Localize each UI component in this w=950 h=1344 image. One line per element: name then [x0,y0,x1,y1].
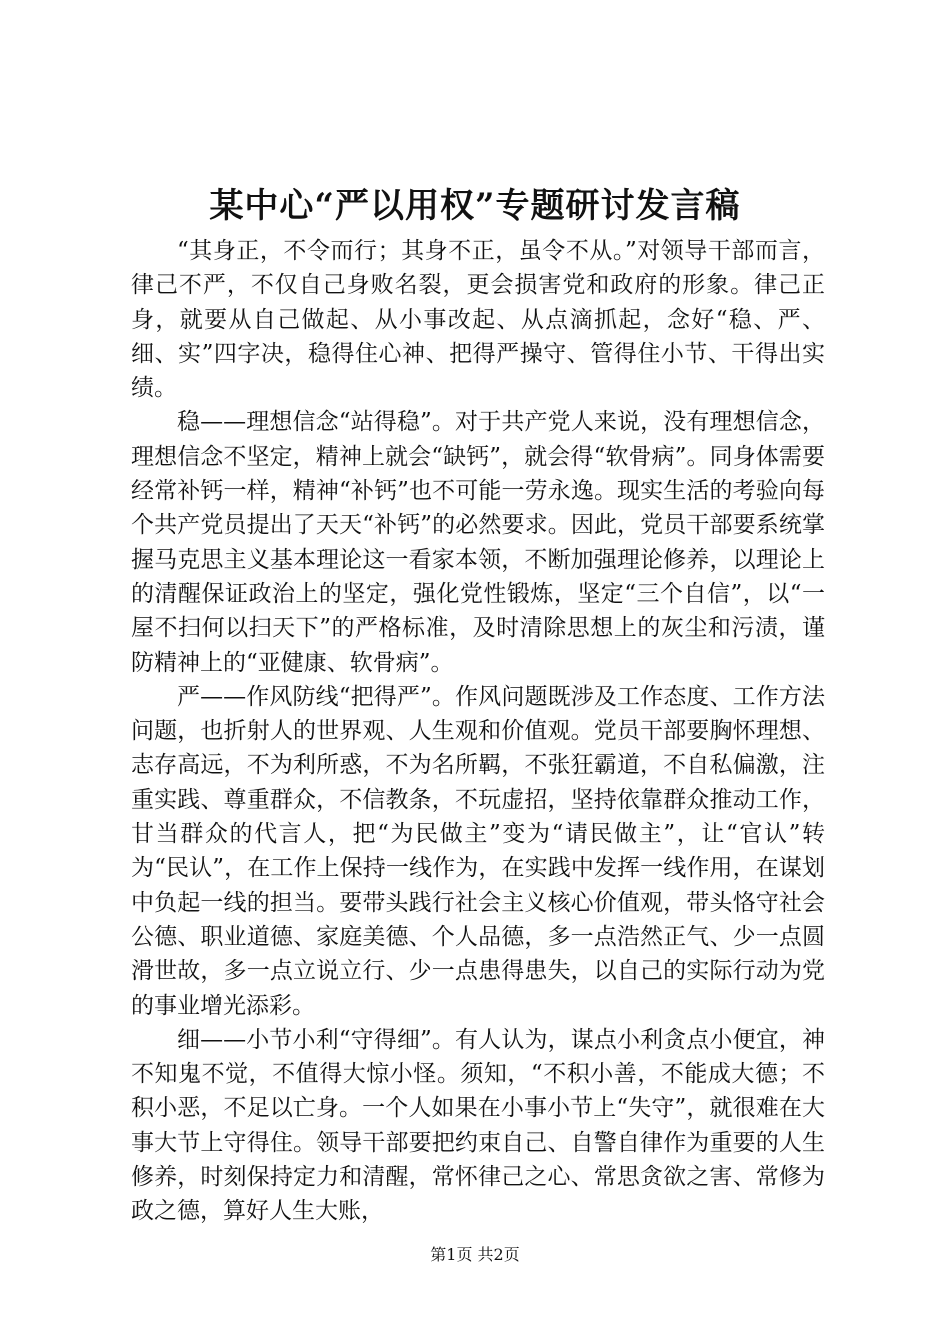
paragraph-strict: 严——作风防线“把得严”。作风问题既涉及工作态度、工作方法问题，也折射人的世界观、人生观和价值观。党员干部要胸怀理想、志存高远，不为利所惑，不为名所羁，不张狂霸道，不自私偏激，注重实践、尊重群众，不信教条，不玩虚招，坚持依靠群众推动工作，甘当群众的代言人，把“为民做主”变为“请民做主”，让“官认”转为“民认”，在工作上保持一线作为，在实践中发挥一线作用，在谋划中负起一线的担当。要带头践行社会主义核心价值观，带头恪守社会公德、职业道德、家庭美德、个人品德，多一点浩然正气、少一点圆滑世故，多一点立说立行、少一点患得患失，以自己的实际行动为党的事业增光添彩。 [131,683,825,1019]
paragraph-stable: 稳——理想信念“站得稳”。对于共产党人来说，没有理想信念，理想信念不坚定，精神上就会“缺钙”，就会得“软骨病”。同身体需要经常补钙一样，精神“补钙”也不可能一劳永逸。现实生活的考验向每个共产党员提出了天天“补钙”的必然要求。因此，党员干部要系统掌握马克思主义基本理论这一看家本领，不断加强理论修养，以理论上的清醒保证政治上的坚定，强化党性锻炼，坚定“三个自信”，以“一屋不扫何以扫天下”的严格标准，及时清除思想上的灰尘和污渍，谨防精神上的“亚健康、软骨病”。 [131,409,825,676]
document-body [131,234,825,1229]
paragraph-detail: 细——小节小利“守得细”。有人认为，谋点小利贪点小便宜，神不知鬼不觉，不值得大惊小怪。须知，“不积小善，不能成大德；不积小恶，不足以亡身。一个人如果在小事小节上“失守”，就很难在大事大节上守得住。领导干部要把约束自己、自警自律作为重要的人生修养，时刻保持定力和清醒，常怀律己之心、常思贪欲之害、常修为政之德，算好人生大账， [131,1026,825,1225]
paragraph-intro: “其身正，不令而行；其身不正，虽令不从。”对领导干部而言，律己不严，不仅自己身败名裂，更会损害党和政府的形象。律己正身，就要从自己做起、从小事改起、从点滴抓起，念好“稳、严、细、实”四字决，稳得住心神、把得严操守、管得住小节、干得出实绩。 [131,238,825,402]
page-number: 第1页 共2页 [430,1245,520,1264]
document-title: 某中心“严以用权”专题研讨发言稿 [209,186,741,226]
